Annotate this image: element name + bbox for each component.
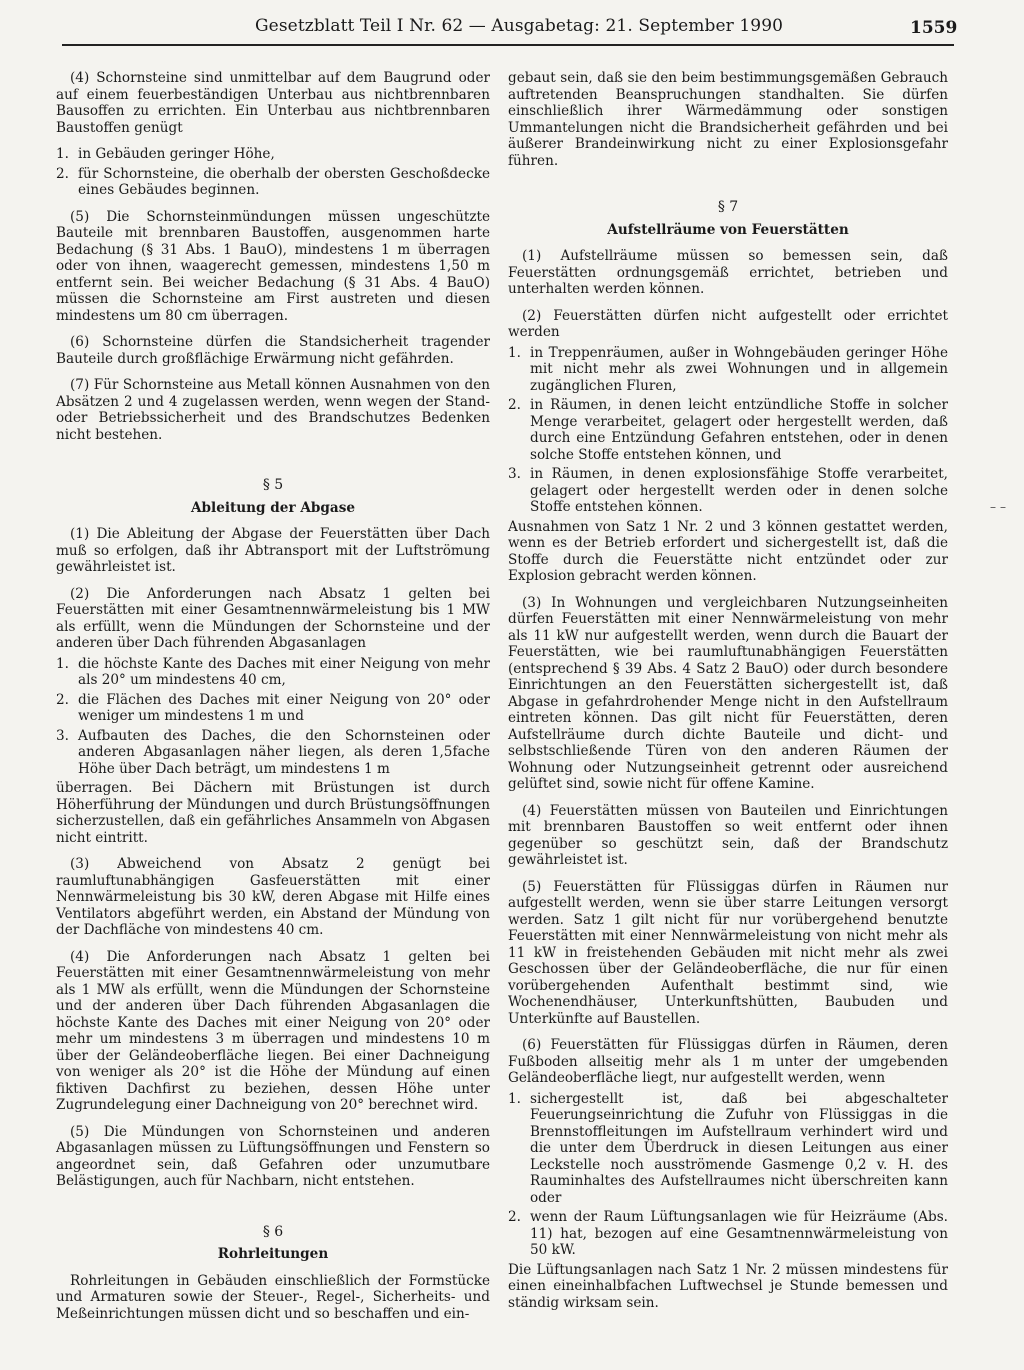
s5-paragraph-1: (1) Die Ableitung der Abgase der Feuerstätten über Dach muß so erfolgen, daß ihr Abtransport mit der Luftströmung gewährleistet ist.: [56, 526, 490, 575]
list-item: [508, 466, 948, 516]
list-item-text: die höchste Kante des Daches mit einer Neigung von mehr als 20° um mindestens 40 cm,: [78, 655, 490, 688]
s5-paragraph-2-continuation: überragen. Bei Dächern mit Brüstungen ist durch Höherführung der Mündungen und durch Brüstungsöffnungen sicherzustellen, daß ein gefährliches Ansammeln von Abgasen nicht eintritt.: [56, 780, 490, 846]
paragraph-7: (7) Für Schornsteine aus Metall können Ausnahmen von den Absätzen 2 und 4 zugelassen werden, wenn wegen der Stand- oder Betriebssicherheit und des Brandschutzes Bedenken nicht bestehen.: [56, 377, 490, 443]
list-item-number: 2.: [508, 1209, 521, 1225]
s5-paragraph-3: (3) Abweichend von Absatz 2 genügt bei raumluftunabhängigen Gasfeuerstätten mit einer Nennwärmeleistung bis 30 kW, deren Abgase mit Hilfe eines Ventilators abgeführt werden, ein Abstand der Mündung von der Dachfläche von mindestens 40 cm.: [56, 856, 490, 938]
list-item: [508, 397, 948, 463]
section-6-number: § 6: [262, 1223, 284, 1240]
list-item-text: in Treppenräumen, außer in Wohngebäuden geringer Höhe mit nicht mehr als zwei Wohnungen und in allgemein zugänglichen Fluren,: [530, 344, 948, 394]
list-item-text: in Räumen, in denen leicht entzündliche Stoffe in solcher Menge verarbeitet, gelagert oder hergestellt werden, daß durch eine Entzündung Gefahren entstehen, oder in denen solche Stoffe entstehen können, und: [530, 397, 948, 463]
list-item-text: sichergestellt ist, daß bei abgeschalteter Feuerungseinrichtung die Zufuhr von Flüssiggas in die Brennstoffleitungen im Aufstellraum verhindert wird und die unter dem Überdruck in diesen Leitungen aus einer Leckstelle noch ausströmende Gasmenge 0,2 v. H. des Rauminhaltes des Aufstellraumes nicht überschreiten kann oder: [530, 1090, 948, 1206]
section-5-title: Ableitung der Abgase: [190, 499, 356, 516]
list-s5-p2: [56, 656, 490, 778]
s6-paragraph-1-continuation: gebaut sein, daß sie den beim bestimmungsgemäßen Gebrauch auftretenden Beanspruchungen standhalten. Sie dürfen einschließlich ihrer Wärmedämmung oder sonstigen Ummantelungen nicht die Brandsicherheit gefährden und bei äußerer Brandeinwirkung nicht zu einer Explosionsgefahr führen.: [508, 70, 948, 169]
right-column: [508, 70, 948, 1321]
list-item-number: 1.: [508, 344, 521, 361]
paragraph-4: (4) Schornsteine sind unmittelbar auf dem Baugrund oder auf einem feuerbeständigen Unterbau aus nichtbrennbaren Bausoffen zu errichten. Ein Unterbau aus nichtbrennbaren Baustoffen genügt: [56, 70, 490, 136]
s5-paragraph-2: (2) Die Anforderungen nach Absatz 1 gelten bei Feuerstätten mit einer Gesamtnennwärmeleistung bis 1 MW als erfüllt, wenn die Mündungen der Schornsteine und der anderen über Dach führenden Abgasanlagen: [56, 585, 490, 651]
s7-paragraph-6-continuation: Die Lüftungsanlagen nach Satz 1 Nr. 2 müssen mindestens für einen eineinhalbfachen Luftwechsel je Stunde bemessen und ständig wirksam sein.: [508, 1261, 948, 1311]
s7-paragraph-1: (1) Aufstellräume müssen so bemessen sein, daß Feuerstätten ordnungsgemäß errichtet, betrieben und unterhalten werden können.: [508, 248, 948, 297]
list-item-text: für Schornsteine, die oberhalb der obersten Geschoßdecke eines Gebäudes beginnen.: [78, 165, 490, 198]
s7-paragraph-2-continuation: Ausnahmen von Satz 1 Nr. 2 und 3 können gestattet werden, wenn es der Betrieb erfordert und sichergestellt ist, daß die Stoffe durch die Feuerstätte nicht entzündet oder zur Explosion gebracht werden können.: [508, 518, 948, 584]
page-number: 1559: [910, 18, 958, 38]
list-p4: [56, 146, 490, 199]
section-5-number: § 5: [262, 477, 284, 493]
s6-paragraph-1: Rohrleitungen in Gebäuden einschließlich der Formstücke und Armaturen sowie der Steuer-, Regel-, Sicherheits- und Meßeinrichtungen müssen dicht und so beschaffen und ein-: [56, 1272, 490, 1322]
s5-paragraph-5: (5) Die Mündungen von Schornsteinen und anderen Abgasanlagen müssen zu Lüftungsöffnungen und Fenstern so angeordnet sein, daß Gefahren oder unzumutbare Belästigungen, auch für Nachbarn, nicht entstehen.: [56, 1123, 490, 1189]
list-item-number: 2.: [56, 691, 69, 708]
paragraph-6: (6) Schornsteine dürfen die Standsicherheit tragender Bauteile durch großflächige Erwärmung nicht gefährden.: [56, 334, 490, 367]
list-item-number: 1.: [508, 1090, 521, 1107]
list-item: [508, 1209, 948, 1259]
list-s7-p2: [508, 345, 948, 516]
list-item-text: Aufbauten des Daches, die den Schornsteinen oder anderen Abgasanlagen näher liegen, als deren 1,5fache Höhe über Dach beträgt, um mindestens 1 m: [78, 727, 490, 777]
s7-paragraph-6: (6) Feuerstätten für Flüssiggas dürfen in Räumen, deren Fußboden allseitig mehr als 1 m unter der umgebenden Geländeoberfläche liegt, nur aufgestellt werden, wenn: [508, 1037, 948, 1086]
header-title: Gesetzblatt Teil I Nr. 62 — Ausgabetag: 21. September 1990: [255, 16, 784, 36]
margin-mark: –: [1000, 500, 1006, 514]
list-item-number: 3.: [508, 466, 521, 482]
list-item-text: in Räumen, in denen explosionsfähige Stoffe verarbeitet, gelagert oder hergestellt werden oder in denen solche Stoffe entstehen können.: [530, 466, 948, 515]
section-7-title: Aufstellräume von Feuerstätten: [607, 221, 849, 238]
margin-mark: –: [990, 500, 996, 514]
list-item: [56, 692, 490, 725]
left-column: [56, 70, 490, 1332]
list-item: [56, 146, 490, 163]
list-item-text: wenn der Raum Lüftungsanlagen wie für Heizräume (Abs. 11) hat, bezogen auf eine Gesamtnennwärmeleistung von 50 kW.: [530, 1209, 948, 1258]
list-item: [56, 728, 490, 778]
list-item-number: 1.: [56, 146, 69, 162]
list-item-number: 2.: [508, 397, 521, 413]
list-item-number: 1.: [56, 655, 69, 672]
list-item-text: in Gebäuden geringer Höhe,: [78, 146, 275, 162]
s5-paragraph-4: (4) Die Anforderungen nach Absatz 1 gelten bei Feuerstätten mit einer Gesamtnennwärmeleistung von mehr als 1 MW als erfüllt, wenn die Mündungen der Schornsteine und der anderen über Dach führenden Abgasanlagen die höchste Kante des Daches mit einer Neigung von 20° oder mehr um mindestens 3 m überragen und mindestens 10 m über der Geländeoberfläche liegen. Bei einer Dachneigung von weniger als 20° ist die Höhe der Mündung auf einen fiktiven Dachfirst zu beziehen, dessen Höhe unter Zugrundelegung einer Dachneigung von 20° berechnet wird.: [56, 948, 490, 1113]
list-item-text: die Flächen des Daches mit einer Neigung von 20° oder weniger um mindestens 1 m und: [78, 691, 490, 724]
list-item-number: 2.: [56, 165, 69, 182]
list-item: [508, 345, 948, 395]
header-rule: [62, 44, 954, 46]
list-item: [56, 656, 490, 689]
list-item: [56, 166, 490, 199]
s7-paragraph-3: (3) In Wohnungen und vergleichbaren Nutzungseinheiten dürfen Feuerstätten mit einer Nennwärmeleistung von mehr als 11 kW nur aufgestellt werden, wenn durch die Bauart der Feuerstätten, wie bei raumluftunabhängigen Feuerstätten (entsprechend § 39 Abs. 4 Satz 2 BauO) oder durch besondere Einrichtungen an den Feuerstätten sichergestellt ist, daß Abgase in gefahrdrohender Menge nicht in den Aufstellraum eintreten können. Das gilt nicht für Feuerstätten, deren Aufstellräume durch dichte Bauteile und dicht- und selbstschließende Türen von den anderen Räumen der Wohnung oder Nutzungseinheit getrennt oder ausreichend gelüftet sind, sowie nicht für offene Kamine.: [508, 594, 948, 792]
section-7-number: § 7: [717, 199, 739, 215]
s7-paragraph-5: (5) Feuerstätten für Flüssiggas dürfen in Räumen nur aufgestellt werden, wenn sie über starre Leitungen versorgt werden. Satz 1 gilt nicht für nur vorübergehend benutzte Feuerstätten mit einer Nennwärmeleistung von nicht mehr als 11 kW in freistehenden Gebäuden mit nicht mehr als zwei Geschossen über der Geländeoberfläche, die nur für einen vorübergehenden Aufenthalt bestimmt sind, wie Wochenendhäuser, Unterkunftshütten, Baubuden und Unterkünfte auf Baustellen.: [508, 878, 948, 1027]
s7-paragraph-4: (4) Feuerstätten müssen von Bauteilen und Einrichtungen mit brennbaren Baustoffen so weit entfernt oder ihnen gegenüber so geschützt sein, daß der Brandschutz gewährleistet ist.: [508, 802, 948, 868]
section-6-title: Rohrleitungen: [217, 1246, 329, 1262]
page-header: [0, 14, 1024, 54]
paragraph-5: (5) Die Schornsteinmündungen müssen ungeschützte Bauteile mit brennbaren Baustoffen, ausgenommen harte Bedachung (§ 31 Abs. 1 BauO), mindestens 1 m überragen oder von ihnen, waagerecht gemessen, mindestens 1,50 m entfernt sein. Bei weicher Bedachung (§ 31 Abs. 4 BauO) müssen die Schornsteine am First austreten und diesen mindestens um 80 cm überragen.: [56, 208, 490, 324]
list-item: [508, 1091, 948, 1207]
list-item-number: 3.: [56, 727, 69, 744]
s7-paragraph-2: (2) Feuerstätten dürfen nicht aufgestellt oder errichtet werden: [508, 307, 948, 340]
list-s7-p6: [508, 1091, 948, 1259]
